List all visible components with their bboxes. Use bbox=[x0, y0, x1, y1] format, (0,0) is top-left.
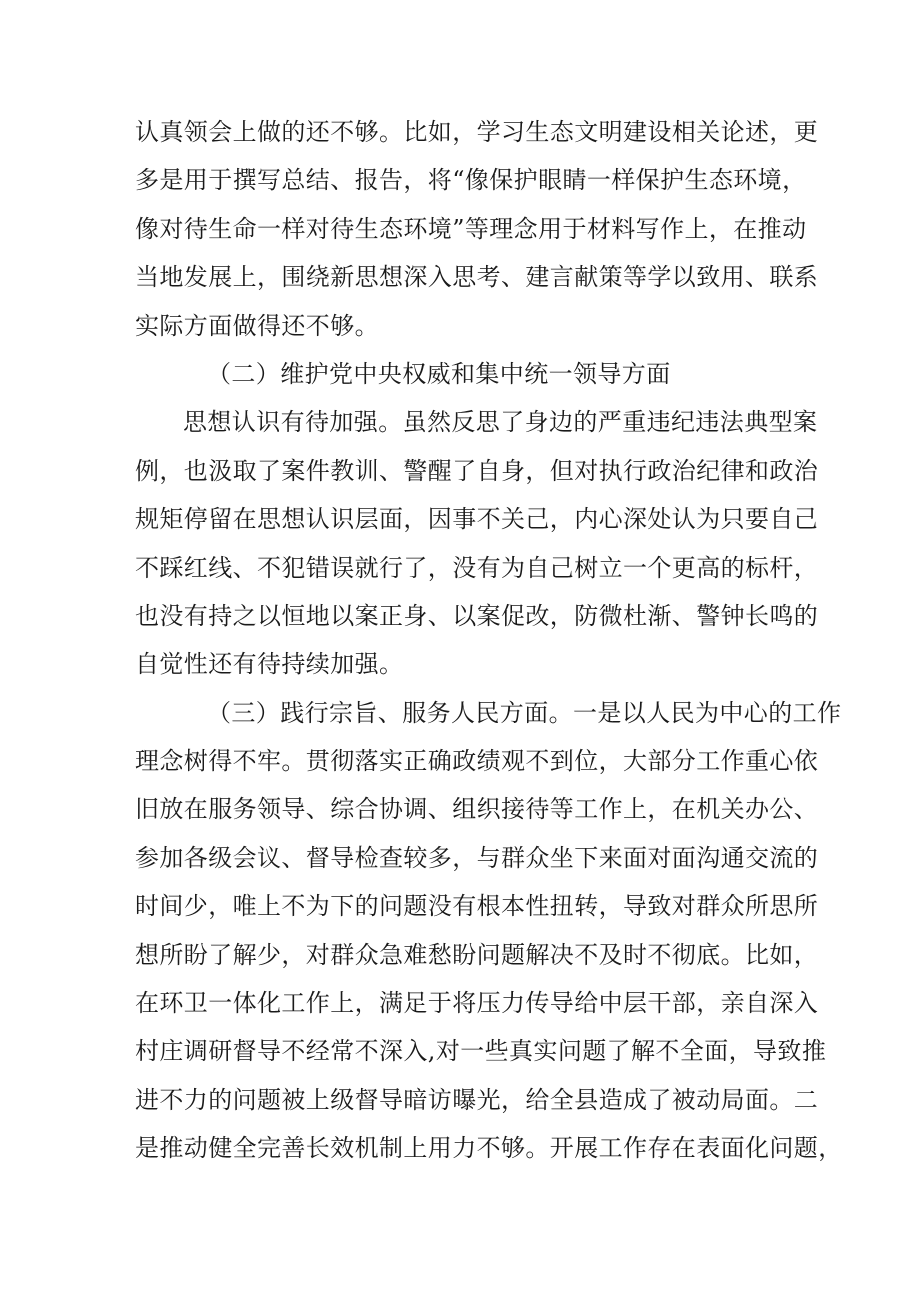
text-line: 自觉性还有待持续加强。 bbox=[135, 650, 404, 679]
text-line: 在环卫一体化工作上，满足于将压力传导给中层干部，亲自深入 bbox=[135, 989, 819, 1018]
text-line: 例，也汲取了案件教训、警醒了自身，但对执行政治纪律和政治 bbox=[135, 456, 819, 485]
text-line: 是推动健全完善长效机制上用力不够。开展工作存在表面化问题， bbox=[135, 1134, 843, 1163]
text-line: 像对待生命一样对待生态环境”等理念用于材料写作上，在推动 bbox=[135, 214, 807, 243]
section-heading-2: （二）维护党中央权威和集中统一领导方面 bbox=[207, 359, 671, 388]
text-line: 想所盼了解少，对群众急难愁盼问题解决不及时不彻底。比如， bbox=[135, 940, 819, 969]
paragraph-start: 思想认识有待加强。虽然反思了身边的严重违纪违法典型案 bbox=[183, 408, 818, 437]
section-heading-3: （三）践行宗旨、服务人民方面。一是以人民为中心的工作 bbox=[207, 698, 842, 727]
text-line: 进不力的问题被上级督导暗访曝光，给全县造成了被动局面。二 bbox=[135, 1085, 819, 1114]
text-line: 规矩停留在思想认识层面，因事不关己，内心深处认为只要自己 bbox=[135, 505, 819, 534]
document-body bbox=[135, 108, 843, 1173]
text-line: 参加各级会议、督导检查较多，与群众坐下来面对面沟通交流的 bbox=[135, 843, 819, 872]
text-line: 旧放在服务领导、综合协调、组织接待等工作上，在机关办公、 bbox=[135, 795, 819, 824]
text-line: 也没有持之以恒地以案正身、以案促改，防微杜渐、警钟长鸣的 bbox=[135, 601, 819, 630]
text-line: 时间少，唯上不为下的问题没有根本性扭转，导致对群众所思所 bbox=[135, 892, 819, 921]
text-line: 实际方面做得还不够。 bbox=[135, 311, 379, 340]
text-line: 理念树得不牢。贯彻落实正确政绩观不到位，大部分工作重心依 bbox=[135, 747, 819, 776]
text-line: 村庄调研督导不经常不深入,对一些真实问题了解不全面，导致推 bbox=[135, 1037, 827, 1066]
text-line: 多是用于撰写总结、报告，将“像保护眼睛一样保护生态环境， bbox=[135, 166, 807, 195]
text-line: 不踩红线、不犯错误就行了，没有为自己树立一个更高的标杆， bbox=[135, 553, 819, 582]
text-line: 当地发展上，围绕新思想深入思考、建言献策等学以致用、联系 bbox=[135, 263, 819, 292]
text-line: 认真领会上做的还不够。比如，学习生态文明建设相关论述，更 bbox=[135, 118, 819, 146]
